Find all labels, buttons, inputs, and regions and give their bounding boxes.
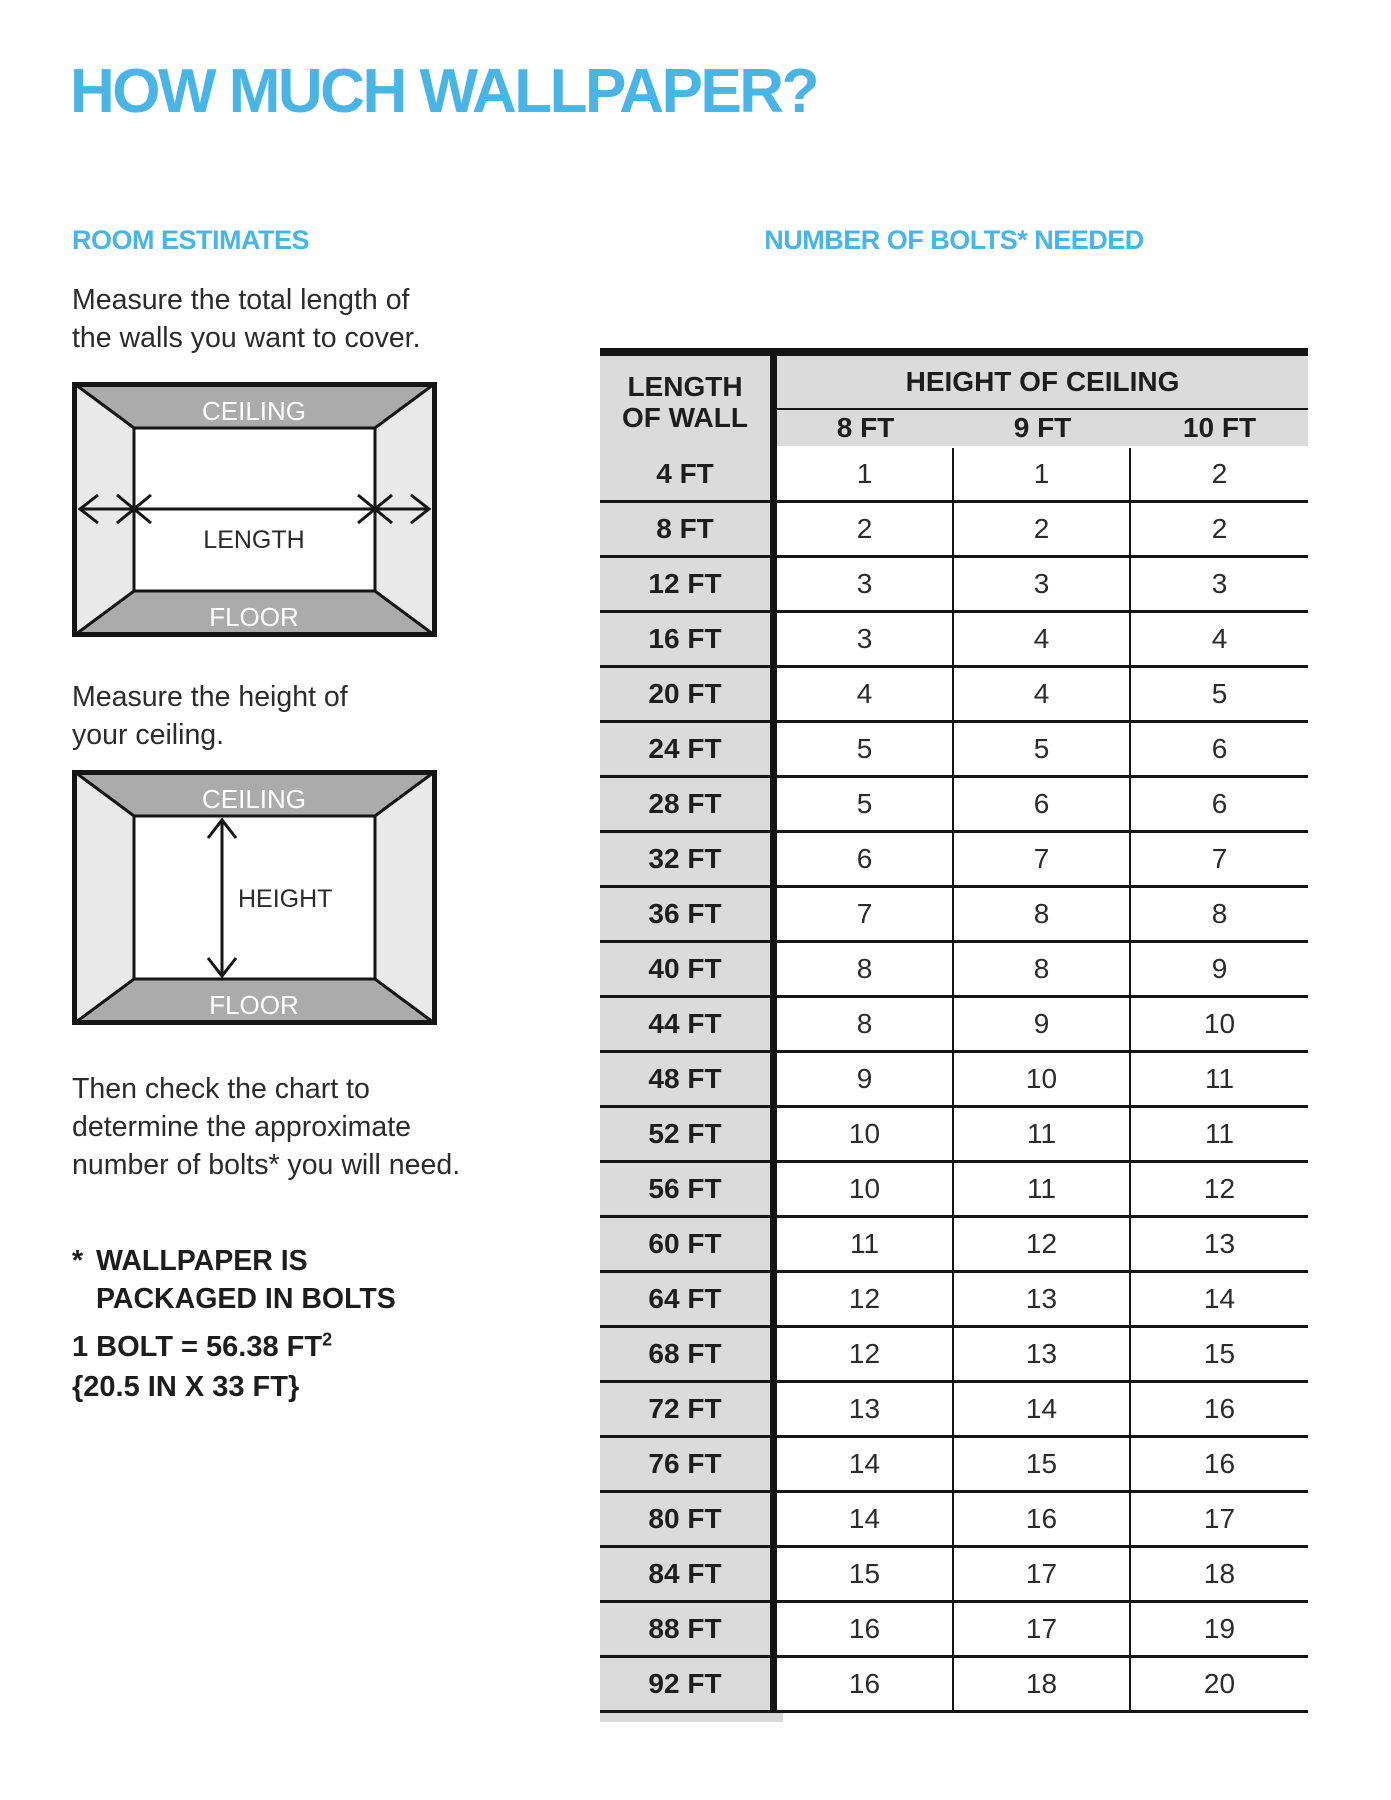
bolt-count-cell: 15 <box>1131 1328 1308 1380</box>
bolt-count-cell: 17 <box>1131 1493 1308 1545</box>
floor-label: FLOOR <box>209 990 299 1020</box>
table-row <box>600 503 1308 558</box>
length-label: LENGTH <box>203 526 305 554</box>
instruction-line: number of bolts* you will need. <box>72 1149 461 1181</box>
table-top-border <box>600 348 1308 356</box>
row-label: 76 FT <box>600 1438 777 1490</box>
room-estimates-heading: ROOM ESTIMATES <box>72 225 310 255</box>
table-row <box>600 998 1308 1053</box>
bolt-count-cell: 17 <box>954 1603 1131 1655</box>
bolt-count-cell: 5 <box>1131 668 1308 720</box>
column-headers-row <box>777 410 1308 446</box>
row-label: 48 FT <box>600 1053 777 1105</box>
bolt-count-cell: 11 <box>1131 1108 1308 1160</box>
table-row <box>600 778 1308 833</box>
row-label: 88 FT <box>600 1603 777 1655</box>
table-row <box>600 1383 1308 1438</box>
bolt-count-cell: 8 <box>777 998 954 1050</box>
row-label: 36 FT <box>600 888 777 940</box>
row-label: 8 FT <box>600 503 777 555</box>
column-header-9ft: 9 FT <box>1013 412 1072 443</box>
row-label: 84 FT <box>600 1548 777 1600</box>
bolt-count-cell: 5 <box>777 723 954 775</box>
bolt-count-cell: 15 <box>777 1548 954 1600</box>
bolt-count-cell: 13 <box>954 1273 1131 1325</box>
bolt-count-cell: 10 <box>777 1163 954 1215</box>
bolt-count-cell: 6 <box>1131 723 1308 775</box>
table-row <box>600 943 1308 998</box>
footnote-line: WALLPAPER IS <box>96 1245 308 1277</box>
bolt-count-cell: 3 <box>954 558 1131 610</box>
column-group <box>777 356 1308 448</box>
row-label: 12 FT <box>600 558 777 610</box>
bolt-count-cell: 5 <box>954 723 1131 775</box>
bolt-count-cell: 16 <box>777 1658 954 1710</box>
instruction-line: Then check the chart to <box>72 1073 370 1105</box>
bolt-count-cell: 18 <box>954 1658 1131 1710</box>
table-body <box>600 448 1308 1713</box>
row-label: 56 FT <box>600 1163 777 1215</box>
bolts-needed-heading: NUMBER OF BOLTS* NEEDED <box>764 225 1144 255</box>
row-label: 64 FT <box>600 1273 777 1325</box>
page-title: HOW MUCH WALLPAPER? <box>70 57 817 126</box>
instruction-line: your ceiling. <box>72 719 225 751</box>
bolt-count-cell: 2 <box>1131 448 1308 500</box>
bolt-count-cell: 19 <box>1131 1603 1308 1655</box>
row-label: 32 FT <box>600 833 777 885</box>
squared-superscript: 2 <box>322 1329 333 1350</box>
bolt-count-cell: 3 <box>777 613 954 665</box>
bolt-count-cell: 9 <box>1131 943 1308 995</box>
row-label: 44 FT <box>600 998 777 1050</box>
bolt-count-cell: 13 <box>1131 1218 1308 1270</box>
column-header-8ft: 8 FT <box>836 412 895 443</box>
table-row <box>600 1493 1308 1548</box>
bolt-size-info <box>72 1327 332 1407</box>
bolt-count-cell: 18 <box>1131 1548 1308 1600</box>
bolt-count-cell: 7 <box>954 833 1131 885</box>
instruction-line: the walls you want to cover. <box>72 322 421 354</box>
bolt-count-cell: 12 <box>777 1328 954 1380</box>
table-header <box>600 356 1308 448</box>
bolt-count-cell: 2 <box>954 503 1131 555</box>
row-label: 52 FT <box>600 1108 777 1160</box>
bolt-count-cell: 7 <box>777 888 954 940</box>
bolt-count-cell: 8 <box>954 943 1131 995</box>
row-group-header-line: LENGTH <box>627 371 743 402</box>
bolt-count-cell: 14 <box>777 1493 954 1545</box>
row-label: 72 FT <box>600 1383 777 1435</box>
bolt-count-cell: 8 <box>954 888 1131 940</box>
table-row <box>600 1053 1308 1108</box>
bolt-count-cell: 12 <box>777 1273 954 1325</box>
instruction-measure-height <box>72 678 348 754</box>
instruction-line: Measure the total length of <box>72 284 410 316</box>
row-group-header <box>600 356 777 448</box>
bolt-count-cell: 11 <box>777 1218 954 1270</box>
bolt-count-cell: 10 <box>1131 998 1308 1050</box>
bolt-count-cell: 8 <box>1131 888 1308 940</box>
room-height-diagram <box>72 770 437 1025</box>
instruction-check-chart <box>72 1070 460 1184</box>
column-header-10ft: 10 FT <box>1182 412 1257 443</box>
bolt-count-cell: 6 <box>1131 778 1308 830</box>
footnote-line: PACKAGED IN BOLTS <box>96 1283 396 1315</box>
bolt-count-cell: 10 <box>954 1053 1131 1105</box>
row-group-header-line: OF WALL <box>622 402 748 433</box>
table-row <box>600 558 1308 613</box>
bolt-count-cell: 13 <box>954 1328 1131 1380</box>
row-label: 68 FT <box>600 1328 777 1380</box>
footnote-asterisk: * <box>72 1245 84 1277</box>
bolt-count-cell: 12 <box>954 1218 1131 1270</box>
row-label: 24 FT <box>600 723 777 775</box>
bolt-count-cell: 8 <box>777 943 954 995</box>
table-row <box>600 668 1308 723</box>
bolt-count-cell: 17 <box>954 1548 1131 1600</box>
bolt-count-cell: 4 <box>954 668 1131 720</box>
ceiling-label: CEILING <box>201 396 307 426</box>
bolt-count-cell: 4 <box>777 668 954 720</box>
instruction-line: Measure the height of <box>72 681 348 713</box>
row-label: 92 FT <box>600 1658 777 1710</box>
floor-label: FLOOR <box>209 602 299 632</box>
bolt-size-line <box>72 1327 332 1367</box>
bolt-count-cell: 14 <box>1131 1273 1308 1325</box>
instruction-line: determine the approximate <box>72 1111 412 1143</box>
bolt-count-cell: 12 <box>1131 1163 1308 1215</box>
bolt-count-cell: 4 <box>1131 613 1308 665</box>
table-row <box>600 1273 1308 1328</box>
bolt-count-cell: 11 <box>1131 1053 1308 1105</box>
bolt-area-text: 1 BOLT = 56.38 FT <box>72 1331 323 1363</box>
table-row <box>600 833 1308 888</box>
bolt-count-cell: 7 <box>1131 833 1308 885</box>
table-row <box>600 1603 1308 1658</box>
ceiling-label: CEILING <box>201 784 307 814</box>
bolt-count-cell: 10 <box>777 1108 954 1160</box>
table-row <box>600 1163 1308 1218</box>
room-length-svg <box>72 382 437 637</box>
bolt-size-line: {20.5 IN X 33 FT} <box>72 1371 300 1403</box>
bolt-count-cell: 16 <box>954 1493 1131 1545</box>
column-group-header: HEIGHT OF CEILING <box>777 356 1308 410</box>
bolt-count-cell: 2 <box>1131 503 1308 555</box>
bolt-count-cell: 11 <box>954 1163 1131 1215</box>
row-label: 40 FT <box>600 943 777 995</box>
bolt-count-cell: 20 <box>1131 1658 1308 1710</box>
row-label: 4 FT <box>600 448 777 500</box>
bolt-count-cell: 16 <box>1131 1383 1308 1435</box>
left-wall-face <box>72 770 134 1025</box>
footnote-text <box>96 1242 396 1318</box>
table-row <box>600 888 1308 943</box>
bolt-count-cell: 14 <box>777 1438 954 1490</box>
bolts-table <box>600 348 1308 1722</box>
row-label: 28 FT <box>600 778 777 830</box>
bolt-count-cell: 11 <box>954 1108 1131 1160</box>
table-row <box>600 1438 1308 1493</box>
bolt-count-cell: 3 <box>777 558 954 610</box>
bolt-count-cell: 16 <box>1131 1438 1308 1490</box>
bolt-count-cell: 1 <box>954 448 1131 500</box>
bolt-count-cell: 16 <box>777 1603 954 1655</box>
row-label: 20 FT <box>600 668 777 720</box>
bolt-count-cell: 13 <box>777 1383 954 1435</box>
table-row <box>600 1548 1308 1603</box>
row-label: 80 FT <box>600 1493 777 1545</box>
bolt-count-cell: 6 <box>777 833 954 885</box>
bolt-count-cell: 6 <box>954 778 1131 830</box>
table-row <box>600 1218 1308 1273</box>
table-row <box>600 613 1308 668</box>
table-row <box>600 1108 1308 1163</box>
bolt-count-cell: 14 <box>954 1383 1131 1435</box>
bolt-count-cell: 9 <box>777 1053 954 1105</box>
row-label: 60 FT <box>600 1218 777 1270</box>
table-row <box>600 448 1308 503</box>
bolt-count-cell: 4 <box>954 613 1131 665</box>
height-label: HEIGHT <box>238 885 333 913</box>
bolt-count-cell: 1 <box>777 448 954 500</box>
instruction-measure-length <box>72 281 421 357</box>
bolt-count-cell: 2 <box>777 503 954 555</box>
table-bottom-shadow <box>600 1713 783 1722</box>
bolt-count-cell: 5 <box>777 778 954 830</box>
bolts-footnote <box>72 1242 396 1318</box>
table-row <box>600 1658 1308 1713</box>
table-row <box>600 723 1308 778</box>
bolt-count-cell: 9 <box>954 998 1131 1050</box>
room-length-diagram <box>72 382 437 637</box>
bolt-count-cell: 3 <box>1131 558 1308 610</box>
bolt-count-cell: 15 <box>954 1438 1131 1490</box>
room-height-svg <box>72 770 437 1025</box>
table-row <box>600 1328 1308 1383</box>
row-label: 16 FT <box>600 613 777 665</box>
right-wall-face <box>375 770 437 1025</box>
